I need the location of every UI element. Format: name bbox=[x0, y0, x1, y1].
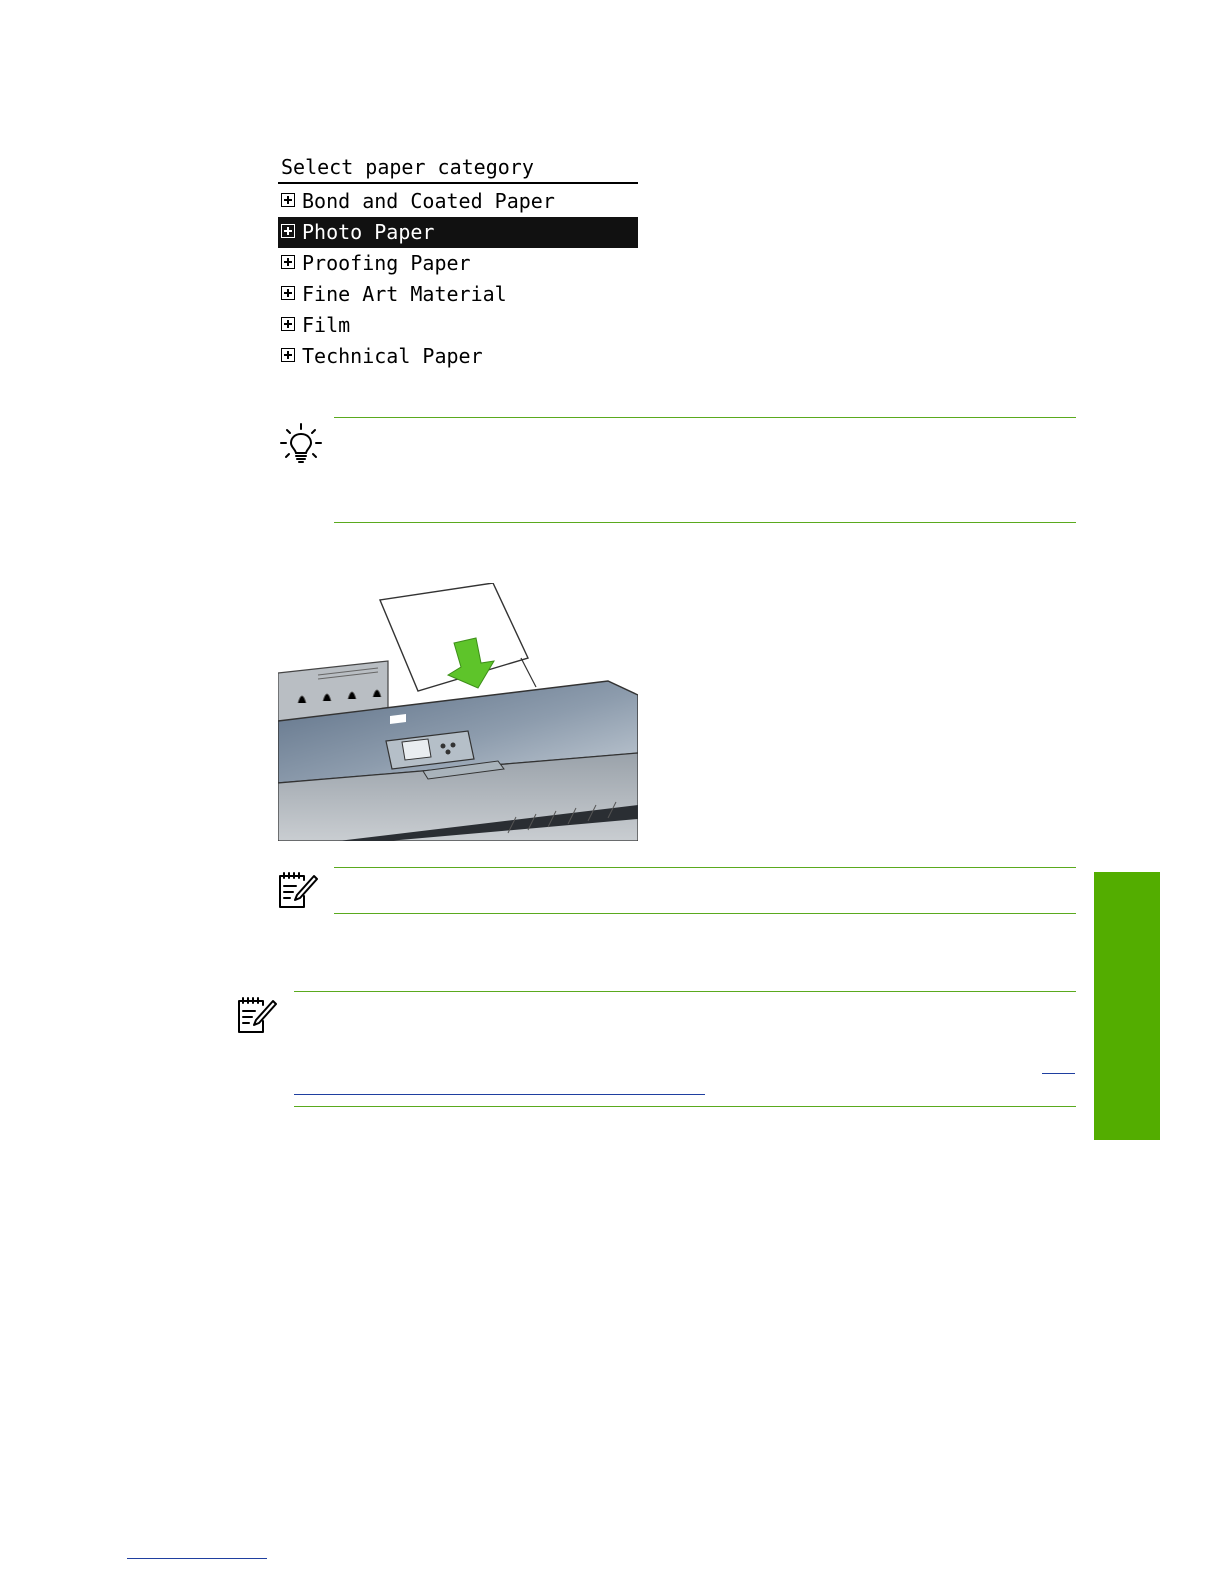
expand-icon bbox=[281, 348, 295, 362]
link-underline[interactable] bbox=[294, 1094, 705, 1095]
menu-list bbox=[278, 186, 638, 372]
footer-link-underline[interactable] bbox=[127, 1558, 267, 1559]
menu-item-proofing-paper[interactable] bbox=[278, 248, 638, 279]
paper-category-menu bbox=[278, 152, 638, 372]
menu-item-label: Photo Paper bbox=[302, 220, 435, 244]
menu-item-fine-art[interactable] bbox=[278, 279, 638, 310]
link-underline[interactable] bbox=[1042, 1073, 1075, 1074]
tip-callout bbox=[334, 417, 1076, 523]
note-pencil-icon bbox=[278, 870, 318, 910]
expand-icon bbox=[281, 193, 295, 207]
menu-item-label: Fine Art Material bbox=[302, 282, 507, 306]
expand-icon bbox=[281, 255, 295, 269]
menu-item-label: Film bbox=[302, 313, 351, 337]
expand-icon bbox=[281, 286, 295, 300]
menu-item-technical-paper[interactable] bbox=[278, 341, 638, 372]
menu-item-bond-coated[interactable] bbox=[278, 186, 638, 217]
printer-load-sheet-illustration bbox=[278, 583, 638, 841]
menu-item-label: Bond and Coated Paper bbox=[302, 189, 555, 213]
lightbulb-icon bbox=[280, 422, 322, 466]
note-pencil-icon bbox=[237, 995, 277, 1035]
menu-item-label: Technical Paper bbox=[302, 344, 483, 368]
expand-icon bbox=[281, 317, 295, 331]
menu-item-film[interactable] bbox=[278, 310, 638, 341]
menu-title: Select paper category bbox=[278, 152, 638, 184]
chapter-side-tab bbox=[1094, 872, 1160, 1140]
expand-icon bbox=[281, 224, 295, 238]
menu-item-photo-paper[interactable] bbox=[278, 217, 638, 248]
note-callout bbox=[294, 991, 1076, 1107]
menu-item-label: Proofing Paper bbox=[302, 251, 471, 275]
note-callout bbox=[334, 867, 1076, 914]
